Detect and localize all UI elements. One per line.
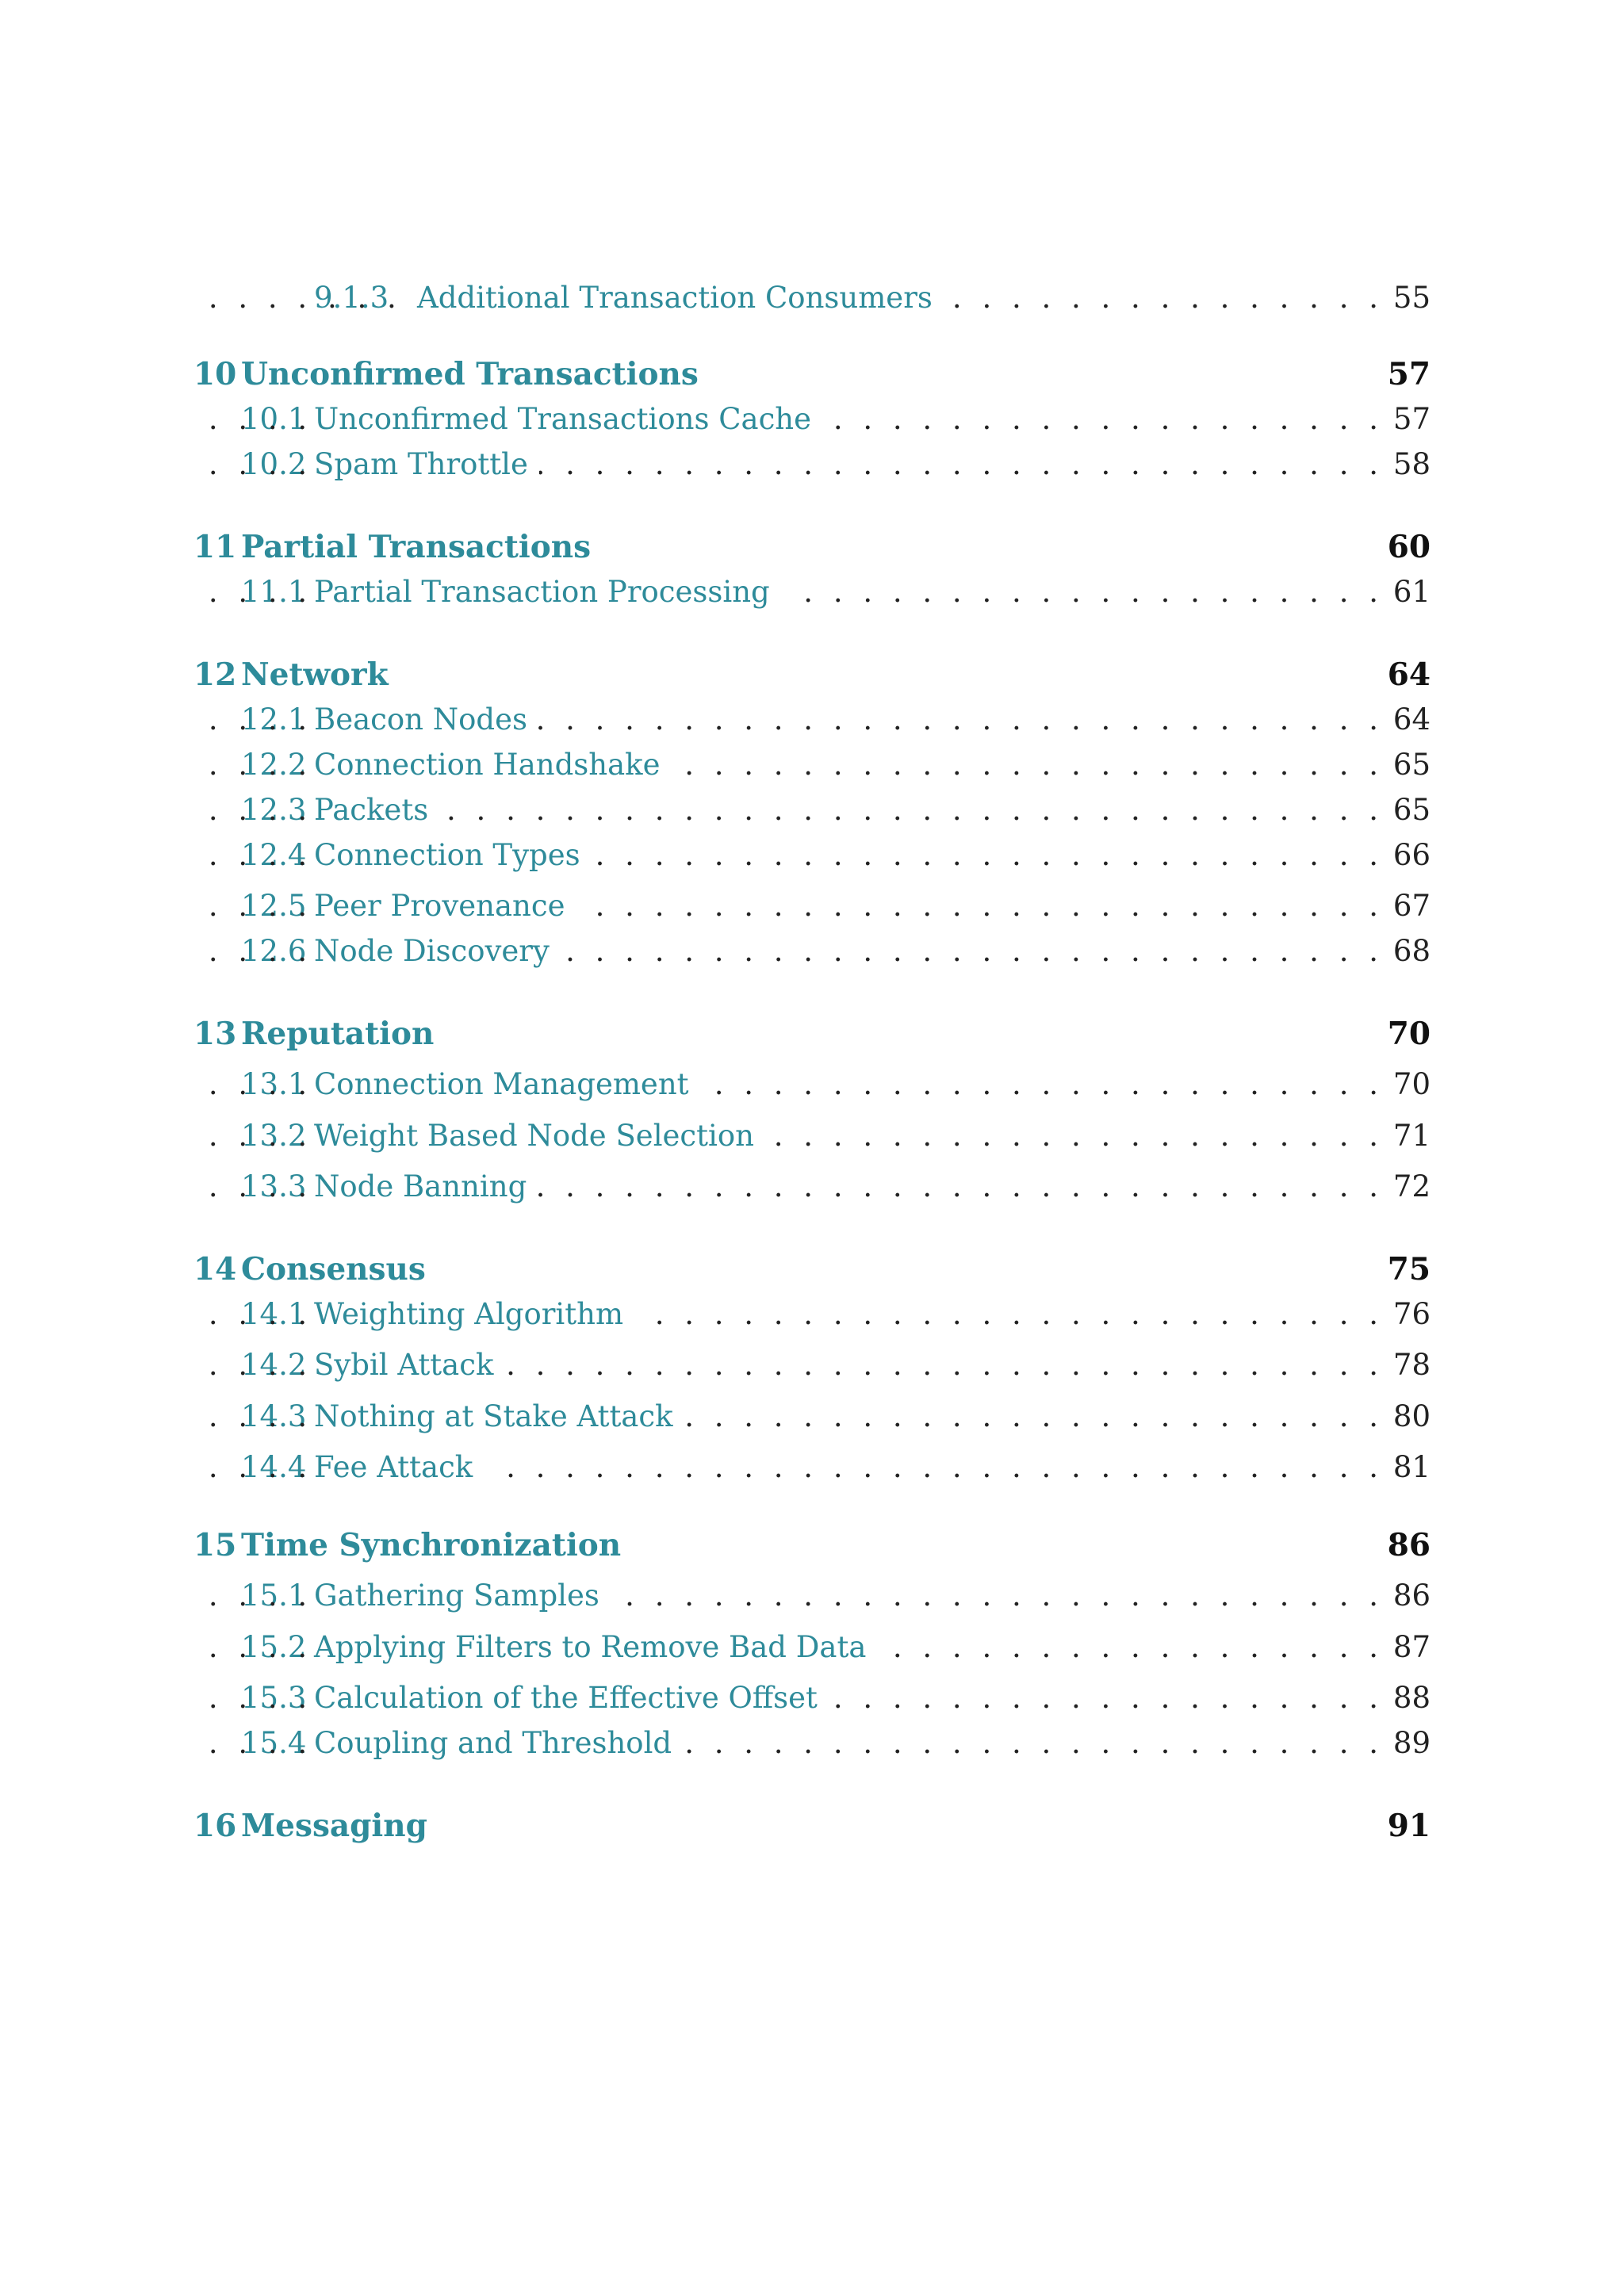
chapter-title[interactable]: Time Synchronization — [241, 1523, 632, 1567]
chapter-title[interactable]: Network — [241, 652, 400, 697]
entry-title[interactable]: Peer Provenance — [314, 884, 576, 928]
toc-entry-9-1-3[interactable] — [0, 276, 1624, 320]
chapter-number: 12 — [193, 656, 237, 693]
toc-entry-15-4[interactable] — [0, 1721, 1624, 1766]
chapter-page: 57 — [1387, 356, 1431, 392]
entry-title[interactable]: Connection Management — [314, 1062, 700, 1107]
entry-title[interactable]: Applying Filters to Remove Bad Data — [314, 1625, 877, 1670]
toc-chapter-13[interactable] — [0, 1012, 1624, 1056]
entry-page: 65 — [1392, 793, 1431, 827]
entry-title[interactable]: Sybil Attack — [314, 1343, 504, 1387]
entry-number: 12.5 — [241, 889, 307, 923]
toc-entry-15-1[interactable] — [0, 1574, 1624, 1618]
toc-entry-14-1[interactable] — [0, 1292, 1624, 1337]
entry-title[interactable]: Node Banning — [314, 1165, 538, 1209]
entry-page: 76 — [1392, 1297, 1431, 1331]
entry-title[interactable]: Packets — [314, 788, 439, 832]
chapter-title[interactable]: Reputation — [241, 1012, 445, 1056]
entry-number: 12.1 — [241, 702, 307, 737]
chapter-number: 15 — [193, 1527, 237, 1563]
chapter-page: 86 — [1387, 1527, 1431, 1563]
entry-title[interactable]: Beacon Nodes — [314, 698, 538, 742]
chapter-number: 11 — [193, 529, 237, 565]
toc-chapter-15[interactable] — [0, 1523, 1624, 1567]
entry-page: 80 — [1392, 1399, 1431, 1433]
entry-page: 65 — [1392, 748, 1431, 782]
toc-entry-13-2[interactable] — [0, 1114, 1624, 1158]
toc-chapter-11[interactable] — [0, 525, 1624, 569]
toc-entry-12-2[interactable] — [0, 743, 1624, 787]
toc-entry-14-3[interactable] — [0, 1395, 1624, 1439]
entry-page: 71 — [1392, 1119, 1431, 1153]
entry-page: 72 — [1392, 1169, 1431, 1203]
entry-number: 14.3 — [241, 1399, 307, 1433]
chapter-number: 16 — [193, 1808, 237, 1844]
entry-page: 89 — [1392, 1726, 1431, 1760]
entry-page: 87 — [1392, 1630, 1431, 1664]
entry-page: 57 — [1392, 402, 1431, 436]
toc-chapter-14[interactable] — [0, 1247, 1624, 1292]
toc-entry-14-4[interactable] — [0, 1445, 1624, 1490]
toc-entry-11-1[interactable] — [0, 570, 1624, 614]
chapter-title[interactable]: Messaging — [241, 1804, 439, 1848]
entry-number: 13.1 — [241, 1067, 307, 1101]
entry-title[interactable]: Fee Attack — [314, 1445, 484, 1490]
toc-entry-12-5[interactable] — [0, 884, 1624, 928]
chapter-title[interactable]: Unconfirmed Transactions — [241, 352, 710, 396]
entry-number: 14.2 — [241, 1348, 307, 1382]
entry-title[interactable]: Coupling and Threshold — [314, 1721, 683, 1766]
entry-number: 11.1 — [241, 575, 307, 609]
chapter-title[interactable]: Consensus — [241, 1247, 437, 1292]
entry-title[interactable]: Nothing at Stake Attack — [314, 1395, 684, 1439]
toc-entry-12-3[interactable] — [0, 788, 1624, 832]
entry-title[interactable]: Calculation of the Effective Offset — [314, 1676, 829, 1720]
entry-number: 15.3 — [241, 1681, 307, 1715]
toc-entry-15-2[interactable] — [0, 1625, 1624, 1670]
entry-page: 61 — [1392, 575, 1431, 609]
entry-page: 68 — [1392, 934, 1431, 968]
entry-title[interactable]: Weight Based Node Selection — [314, 1114, 765, 1158]
toc-entry-10-1[interactable] — [0, 397, 1624, 442]
chapter-page: 60 — [1387, 529, 1431, 565]
entry-title[interactable]: Partial Transaction Processing — [314, 570, 781, 614]
toc-entry-12-1[interactable] — [0, 698, 1624, 742]
toc-entry-13-3[interactable] — [0, 1165, 1624, 1209]
toc-entry-12-4[interactable] — [0, 833, 1624, 878]
chapter-page: 91 — [1387, 1808, 1431, 1844]
chapter-number: 13 — [193, 1016, 237, 1052]
entry-number: 9.1.3 — [314, 281, 389, 315]
entry-title[interactable]: Unconfirmed Transactions Cache — [314, 397, 822, 442]
chapter-number: 10 — [193, 356, 237, 392]
entry-page: 86 — [1392, 1578, 1431, 1613]
entry-number: 12.6 — [241, 934, 307, 968]
entry-number: 10.2 — [241, 447, 307, 481]
entry-title[interactable]: Connection Types — [314, 833, 592, 878]
chapter-number: 14 — [193, 1251, 237, 1288]
entry-page: 67 — [1392, 889, 1431, 923]
entry-page: 55 — [1392, 281, 1431, 315]
entry-number: 15.1 — [241, 1578, 307, 1613]
entry-page: 64 — [1392, 702, 1431, 737]
entry-page: 81 — [1392, 1450, 1431, 1484]
entry-title[interactable]: Connection Handshake — [314, 743, 671, 787]
entry-title[interactable]: Node Discovery — [314, 929, 561, 974]
chapter-page: 70 — [1387, 1016, 1431, 1052]
entry-number: 12.2 — [241, 748, 307, 782]
chapter-page: 75 — [1387, 1251, 1431, 1288]
entry-number: 13.2 — [241, 1119, 307, 1153]
entry-page: 78 — [1392, 1348, 1431, 1382]
entry-number: 15.2 — [241, 1630, 307, 1664]
entry-number: 12.4 — [241, 838, 307, 872]
toc-chapter-10[interactable] — [0, 352, 1624, 396]
entry-title[interactable]: Spam Throttle — [314, 442, 539, 487]
entry-page: 88 — [1392, 1681, 1431, 1715]
chapter-page: 64 — [1387, 656, 1431, 693]
toc-entry-14-2[interactable] — [0, 1343, 1624, 1387]
entry-title[interactable]: Weighting Algorithm — [314, 1292, 634, 1337]
entry-page: 70 — [1392, 1067, 1431, 1101]
entry-number: 13.3 — [241, 1169, 307, 1203]
toc-chapter-12[interactable] — [0, 652, 1624, 697]
entry-page: 66 — [1392, 838, 1431, 872]
entry-number: 10.1 — [241, 402, 307, 436]
toc-entry-15-3[interactable] — [0, 1676, 1624, 1720]
chapter-title[interactable]: Partial Transactions — [241, 525, 602, 569]
entry-number: 14.4 — [241, 1450, 307, 1484]
toc-entry-10-2[interactable] — [0, 442, 1624, 487]
entry-number: 12.3 — [241, 793, 307, 827]
entry-page: 58 — [1392, 447, 1431, 481]
entry-title[interactable]: Additional Transaction Consumers — [417, 276, 944, 320]
entry-number: 14.1 — [241, 1297, 307, 1331]
toc-entry-13-1[interactable] — [0, 1062, 1624, 1107]
entry-title[interactable]: Gathering Samples — [314, 1574, 611, 1618]
toc-chapter-16[interactable] — [0, 1804, 1624, 1848]
toc-entry-12-6[interactable] — [0, 929, 1624, 974]
entry-number: 15.4 — [241, 1726, 307, 1760]
